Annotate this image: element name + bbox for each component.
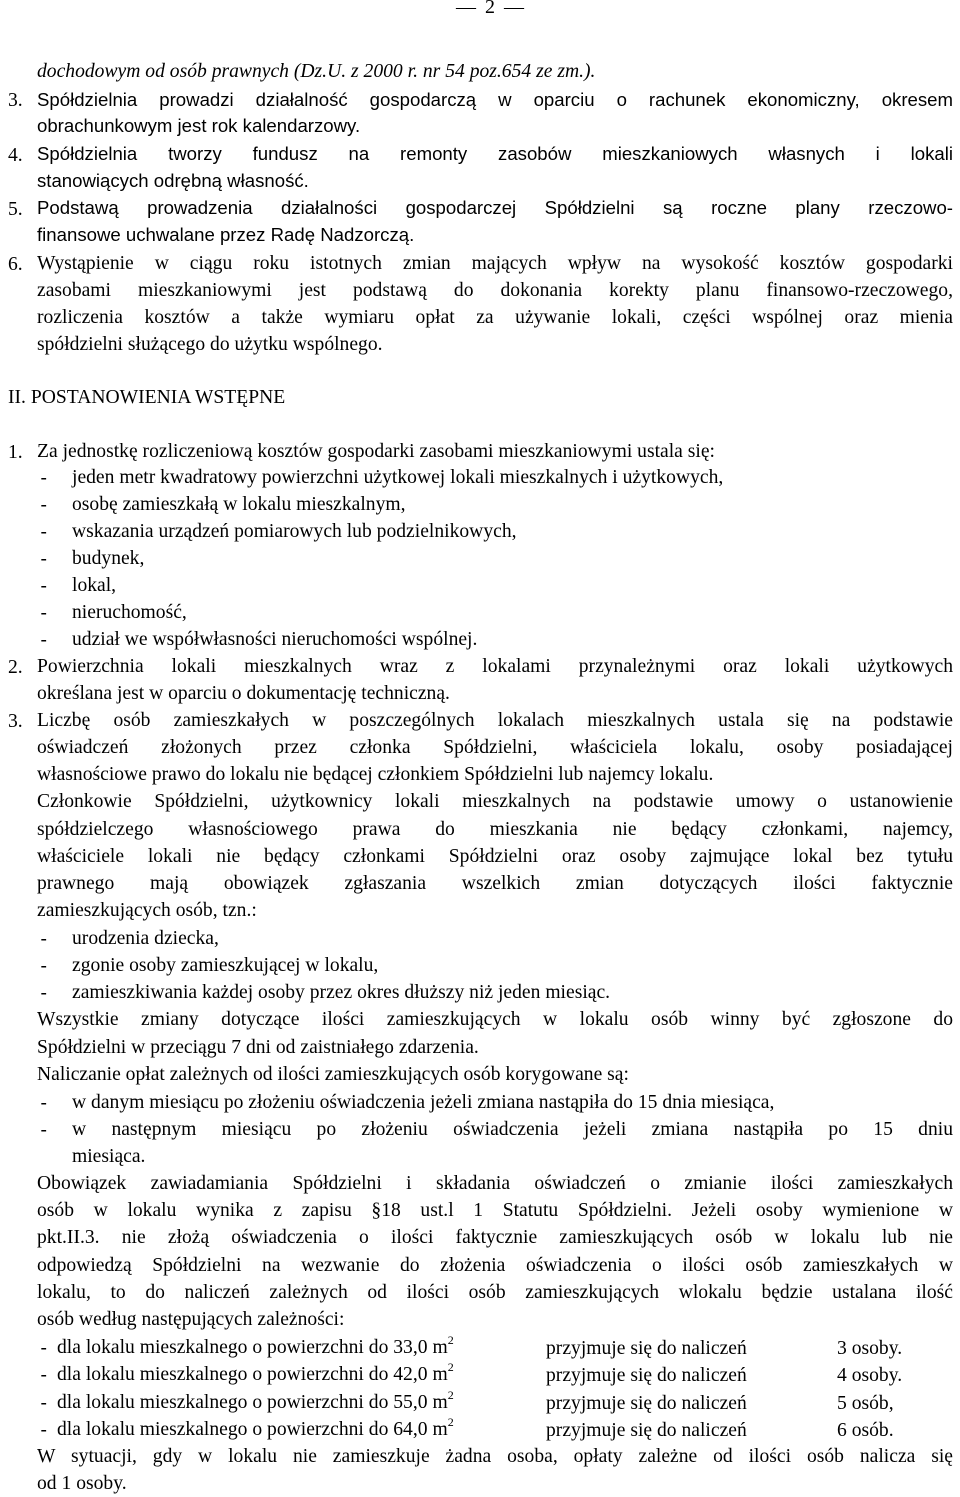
text-line: finansowe uchwalane przez Radę Nadzorczą. <box>37 224 415 245</box>
text-line: odpowiedzą Spółdzielni na wezwanie do złożenia oświadczenia o ilości osób zamieszkałych w <box>37 1255 953 1276</box>
text-line: właściciele lokali nie będący członkami Spółdzielni oraz osoby zajmujące lokal bez tytułu <box>37 846 953 867</box>
text-line: osób według następujących zależności: <box>37 1309 345 1330</box>
row-text: dla lokalu mieszkalnego o powierzchni do 42,0 $m^2$ <box>57 1360 454 1385</box>
item-number: 2. <box>8 657 23 678</box>
text-line: Powierzchnia lokali mieszkalnych wraz z lokalami przynależnymi oraz lokali użytkowych <box>37 656 953 677</box>
text-line: W sytuacji, gdy w lokalu nie zamieszkuje żadna osoba, opłaty zależne od ilości osób nalicza się <box>37 1446 953 1467</box>
row-value: 5 osób, <box>837 1393 894 1414</box>
row-rule: przyjmuje się do naliczeń <box>546 1420 747 1441</box>
list-item: nieruchomość, <box>72 602 187 623</box>
text-line: Wystąpienie w ciągu roku istotnych zmian mających wpływ na wysokość kosztów gospodarki <box>37 253 953 274</box>
row-value: 3 osoby. <box>837 1338 903 1359</box>
text-line: własnościowe prawo do lokalu nie będącej członkiem Spółdzielni lub najemcy lokalu. <box>37 764 714 785</box>
section-heading: II. POSTANOWIENIA WSTĘPNE <box>8 387 286 408</box>
bullet-dash: - <box>38 1337 50 1359</box>
text-line: zamieszkujących osób, tzn.: <box>37 900 257 921</box>
list-item: urodzenia dziecka, <box>72 928 219 949</box>
text-line: Spółdzielnia tworzy fundusz na remonty zasobów mieszkaniowych własnych i lokali <box>37 143 953 164</box>
bullet-dash: - <box>38 521 50 543</box>
bullet-dash: - <box>38 982 50 1004</box>
text-line: prawnego mają obowiązek zgłaszania wszelkich zmian dotyczących ilości faktycznie <box>37 873 953 894</box>
row-text: dla lokalu mieszkalnego o powierzchni do 33,0 $m^2$ <box>57 1333 454 1358</box>
bullet-dash: - <box>38 629 50 651</box>
text-line: określana jest w oparciu o dokumentację techniczną. <box>37 683 450 704</box>
text-line: rozliczenia kosztów a także wymiaru opłat za używanie lokali, części wspólnej oraz mienia <box>37 307 953 328</box>
item-number: 3. <box>8 711 23 732</box>
list-item: osobę zamieszkałą w lokalu mieszkalnym, <box>72 494 406 515</box>
text-line: Podstawą prowadzenia działalności gospodarczej Spółdzielni są roczne plany rzeczowo- <box>37 197 953 218</box>
text-line: zasobami mieszkaniowymi jest podstawą do dokonania korekty planu finansowo-rzeczowego, <box>37 280 953 301</box>
text-line: spółdzielni służącego do użytku wspólnego. <box>37 334 383 355</box>
item-number: 3. <box>8 90 23 111</box>
list-item: budynek, <box>72 548 145 569</box>
bullet-dash: - <box>38 575 50 597</box>
row-rule: przyjmuje się do naliczeń <box>546 1365 747 1386</box>
row-text: dla lokalu mieszkalnego o powierzchni do 64,0 $m^2$ <box>57 1415 454 1440</box>
text-line: Liczbę osób zamieszkałych w poszczególnych lokalach mieszkalnych ustala się na podstawie <box>37 710 953 731</box>
text-line: pkt.II.3. nie złożą oświadczenia o ilości faktycznie zamieszkujących osób w lokalu lub nie <box>37 1227 953 1248</box>
bullet-dash: - <box>38 955 50 977</box>
text-line: Członkowie Spółdzielni, użytkownicy lokali mieszkalnych na podstawie umowy o ustanowienie <box>37 791 953 812</box>
text-line: Spółdzielnia prowadzi działalność gospodarczą w oparciu o rachunek ekonomiczny, okresem <box>37 89 953 110</box>
list-item: lokal, <box>72 575 117 596</box>
text-line: Za jednostkę rozliczeniową kosztów gospodarki zasobami mieszkaniowymi ustala się: <box>37 441 715 462</box>
bullet-dash: - <box>38 467 50 489</box>
text-line: obrachunkowym jest rok kalendarzowy. <box>37 115 361 136</box>
list-item: jeden metr kwadratowy powierzchni użytkowej lokali mieszkalnych i użytkowych, <box>72 467 724 488</box>
bullet-dash: - <box>38 1392 50 1414</box>
text-line: Spółdzielni w przeciągu 7 dni od zaistniałego zdarzenia. <box>37 1037 479 1058</box>
row-rule: przyjmuje się do naliczeń <box>546 1338 747 1359</box>
bullet-dash: - <box>38 1419 50 1441</box>
list-item: zamieszkiwania każdej osoby przez okres dłuższy niż jeden miesiąc. <box>72 982 611 1003</box>
bullet-dash: - <box>38 1092 50 1114</box>
text-line: Obowiązek zawiadamiania Spółdzielni i składania oświadczeń o zmianie ilości zamieszkałych <box>37 1173 953 1194</box>
bullet-dash: - <box>38 1364 50 1386</box>
row-rule: przyjmuje się do naliczeń <box>546 1393 747 1414</box>
list-item: udział we współwłasności nieruchomości wspólnej. <box>72 629 478 650</box>
text-line: Naliczanie opłat zależnych od ilości zamieszkujących osób korygowane są: <box>37 1064 629 1085</box>
list-item: zgonie osoby zamieszkującej w lokalu, <box>72 955 379 976</box>
bullet-dash: - <box>38 494 50 516</box>
bullet-dash: - <box>38 1119 50 1141</box>
bullet-dash: - <box>38 602 50 624</box>
text-line: dochodowym od osób prawnych (Dz.U. z 2000 r. nr 54 poz.654 ze zm.). <box>37 61 596 82</box>
list-item: w danym miesiącu po złożeniu oświadczenia jeżeli zmiana nastąpiła do 15 dnia miesiąca, <box>72 1092 775 1113</box>
text-line: od 1 osoby. <box>37 1473 127 1494</box>
text-line: oświadczeń złożonych przez członka Spółdzielni, właściciela lokalu, osoby posiadającej <box>37 737 953 758</box>
page-number: — 2 — <box>456 0 526 18</box>
text-line: spółdzielczego własnościowego prawa do mieszkania nie będący członkami, najemcy, <box>37 819 953 840</box>
list-item: miesiąca. <box>72 1146 146 1167</box>
item-number: 1. <box>8 442 23 463</box>
item-number: 5. <box>8 199 23 220</box>
row-value: 6 osób. <box>837 1420 894 1441</box>
text-line: osób w lokalu wynika z zapisu §18 ust.l 1 Statutu Spółdzielni. Jeżeli osoby wymienione w <box>37 1200 953 1221</box>
item-number: 6. <box>8 254 23 275</box>
bullet-dash: - <box>38 548 50 570</box>
list-item: wskazania urządzeń pomiarowych lub podzielnikowych, <box>72 521 517 542</box>
text-line: Wszystkie zmiany dotyczące ilości zamieszkujących w lokalu osób winny być zgłoszone do <box>37 1009 953 1030</box>
item-number: 4. <box>8 145 23 166</box>
row-value: 4 osoby. <box>837 1365 903 1386</box>
text-line: lokalu, to do naliczeń zależnych od ilości osób zamieszkujących wlokalu będzie ustalana ilość <box>37 1282 953 1303</box>
text-line: stanowiących odrębną własność. <box>37 170 309 191</box>
list-item: w następnym miesiącu po złożeniu oświadczenia jeżeli zmiana nastąpiła po 15 dniu <box>72 1119 953 1140</box>
bullet-dash: - <box>38 928 50 950</box>
row-text: dla lokalu mieszkalnego o powierzchni do 55,0 $m^2$ <box>57 1388 454 1413</box>
